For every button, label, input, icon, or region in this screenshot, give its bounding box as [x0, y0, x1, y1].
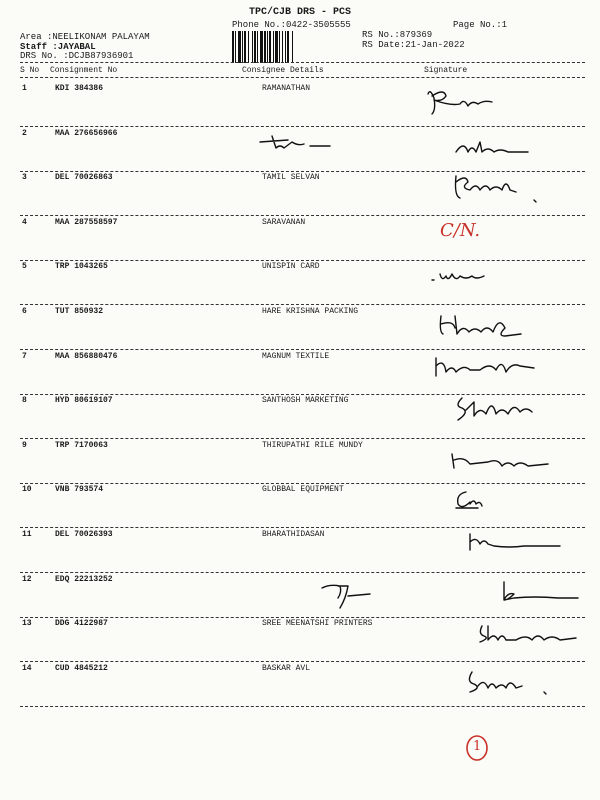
barcode-bar: [252, 31, 253, 63]
barcode-bar: [279, 31, 280, 63]
barcode-bar: [260, 31, 263, 63]
barcode-bar: [248, 31, 249, 63]
row-sno: 5: [22, 262, 27, 271]
row-consignment-no: TRP 1043265: [55, 262, 108, 271]
row-sno: 3: [22, 173, 27, 182]
rs-number: RS No.:879369: [362, 30, 433, 40]
row-sno: 1: [22, 84, 27, 93]
row-sno: 11: [22, 530, 32, 539]
sheet-title: TPC/CJB DRS - PCS: [248, 7, 352, 18]
barcode-bar: [285, 31, 286, 63]
signature-row-8: [452, 392, 542, 422]
barcode-bar: [254, 31, 256, 63]
row-divider: [20, 661, 585, 662]
row-consignee: BASKAR AVL: [262, 664, 311, 673]
row-sno: 10: [22, 485, 32, 494]
signature-row-1: [420, 84, 500, 118]
row-divider: [20, 304, 585, 305]
barcode-bar: [275, 31, 278, 63]
row-sno: 7: [22, 352, 27, 361]
barcode-bar: [267, 31, 268, 63]
row-divider: [20, 572, 585, 573]
col-header-consignment: Consignment No: [50, 66, 118, 75]
signature-row-9: [448, 450, 558, 472]
row-divider: [20, 349, 585, 350]
barcode-bar: [232, 31, 234, 63]
row-consignment-no: MAA 276656966: [55, 129, 118, 138]
signature-row-14: [464, 668, 554, 696]
barcode: [232, 31, 352, 63]
row-consignee: SARAVANAN: [262, 218, 306, 227]
divider: [20, 62, 585, 63]
signature-row-10: [452, 486, 492, 514]
row-consignment-no: MAA 856880476: [55, 352, 118, 361]
row-sno: 8: [22, 396, 27, 405]
row-consignee: GLOBBAL EQUIPMENT: [262, 485, 344, 494]
handwritten-note: C/N.: [440, 220, 481, 241]
barcode-bar: [269, 31, 271, 63]
row-consignee: HARE KRISHNA PACKING: [262, 307, 359, 316]
signature-row-12-left: [320, 578, 380, 612]
row-sno: 4: [22, 218, 27, 227]
row-consignee: UNISPIN CARD: [262, 262, 320, 271]
signature-row-13: [476, 620, 586, 644]
row-sno: 12: [22, 575, 32, 584]
barcode-bar: [235, 31, 236, 63]
page-number: Page No.:1: [453, 20, 508, 30]
barcode-bar: [264, 31, 266, 63]
signature-row-6: [435, 310, 525, 342]
barcode-bar: [242, 31, 243, 63]
barcode-bar: [292, 31, 293, 63]
row-consignee: THIRUPATHI RILE MUNDY: [262, 441, 363, 450]
row-consignee: TAMIL SELVAN: [262, 173, 320, 182]
row-sno: 6: [22, 307, 27, 316]
rs-date: RS Date:21-Jan-2022: [362, 40, 465, 50]
signature-row-7: [430, 352, 540, 382]
barcode-bar: [238, 31, 241, 63]
row-consignment-no: TRP 7170063: [55, 441, 108, 450]
row-consignment-no: KDI 384386: [55, 84, 104, 93]
barcode-bar: [257, 31, 258, 63]
row-divider: [20, 483, 585, 484]
signature-row-12-right: [494, 578, 584, 604]
row-divider: [20, 215, 585, 216]
row-consignment-no: TUT 850932: [55, 307, 104, 316]
row-consignment-no: VNB 793574: [55, 485, 104, 494]
signature-row-2-left: [258, 134, 338, 154]
table-row: [0, 262, 600, 306]
row-divider: [20, 527, 585, 528]
col-header-consignee: Consignee Details: [242, 66, 324, 75]
table-row: [0, 485, 600, 529]
barcode-bar: [282, 31, 283, 63]
staff-label: Staff :JAYABAL: [20, 42, 96, 52]
row-divider: [20, 438, 585, 439]
row-consignee: RAMANATHAN: [262, 84, 311, 93]
row-sno: 14: [22, 664, 32, 673]
row-consignment-no: EDQ 22213252: [55, 575, 113, 584]
table-row: [0, 84, 600, 128]
row-consignee: BHARATHIDASAN: [262, 530, 325, 539]
signature-row-2-right: [452, 138, 532, 158]
barcode-bar: [244, 31, 246, 63]
row-consignee: SANTHOSH MARKETING: [262, 396, 349, 405]
row-consignment-no: CUD 4845212: [55, 664, 108, 673]
col-header-signature: Signature: [424, 66, 468, 75]
phone-number: Phone No.:0422-3505555: [232, 20, 351, 30]
row-sno: 13: [22, 619, 32, 628]
table-row: [0, 218, 600, 262]
row-consignee: SREE MEENATSHI PRINTERS: [262, 619, 373, 628]
signature-row-5: [430, 266, 490, 286]
row-consignment-no: DEL 70026863: [55, 173, 113, 182]
signature-row-3: [450, 168, 550, 204]
barcode-bar: [287, 31, 289, 63]
row-consignment-no: HYD 80619107: [55, 396, 113, 405]
barcode-bar: [273, 31, 274, 63]
signature-row-11: [460, 530, 570, 554]
drs-number: DRS No. :DCJB87936901: [20, 51, 134, 61]
row-consignee: MAGNUM TEXTILE: [262, 352, 330, 361]
row-consignment-no: DDG 4122987: [55, 619, 108, 628]
row-divider: [20, 706, 585, 707]
page-mark-circle: [464, 733, 490, 768]
col-header-sno: S No: [20, 66, 40, 75]
divider: [20, 77, 585, 78]
row-consignment-no: DEL 70026393: [55, 530, 113, 539]
area-label: Area :NEELIKONAM PALAYAM: [20, 32, 150, 42]
row-divider: [20, 126, 585, 127]
row-divider: [20, 617, 585, 618]
row-consignment-no: MAA 287558597: [55, 218, 118, 227]
page-mark-number: 1: [473, 739, 482, 754]
row-divider: [20, 260, 585, 261]
row-sno: 2: [22, 129, 27, 138]
row-sno: 9: [22, 441, 27, 450]
